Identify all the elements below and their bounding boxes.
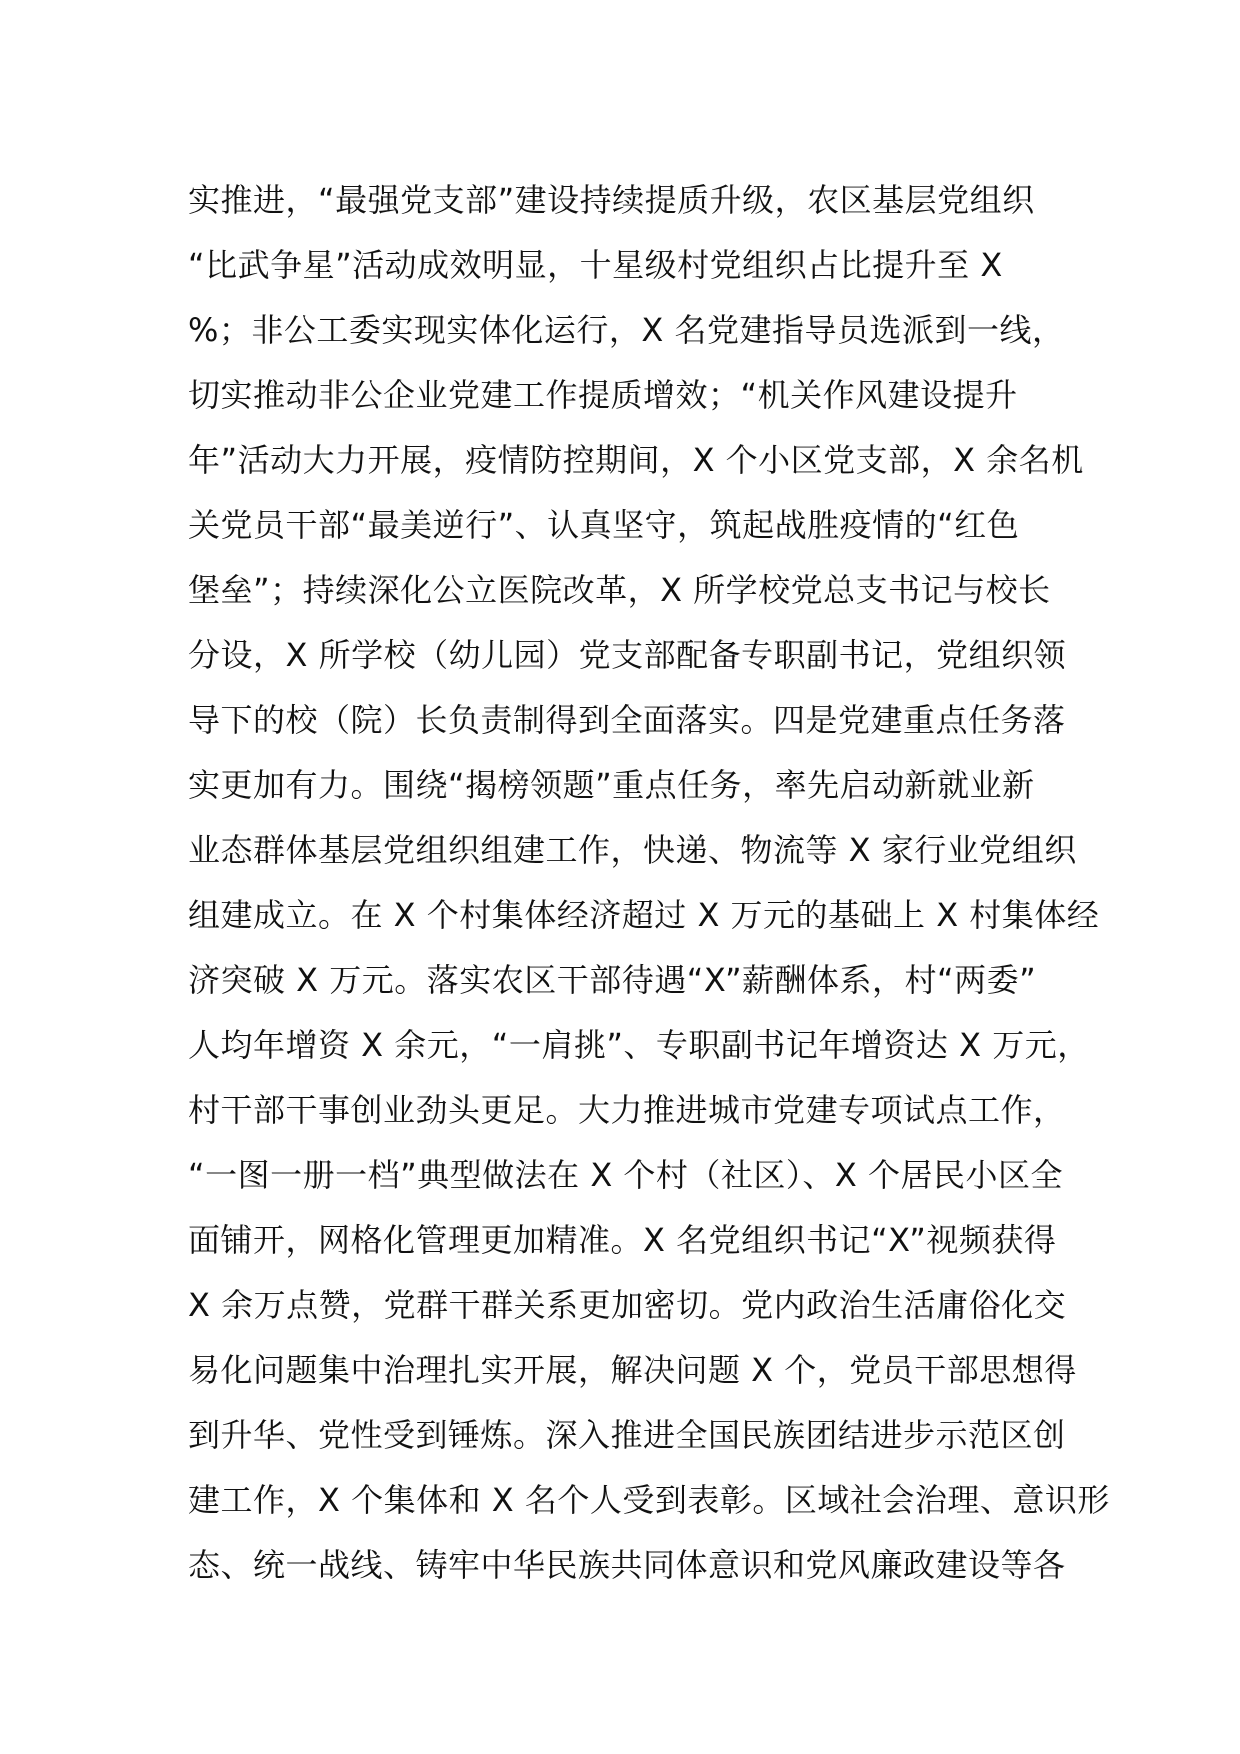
text-line: 关党员干部“最美逆行”、认真坚守，筑起战胜疫情的“红色 <box>188 506 1020 544</box>
text-line: 切实推动非公企业党建工作提质增效；“机关作风建设提升 <box>188 376 1018 414</box>
text-line: 面铺开，网格化管理更加精准。X 名党组织书记“X”视频获得 <box>188 1221 1057 1259</box>
text-line: 年”活动大力开展，疫情防控期间，X 个小区党支部，X 余名机 <box>188 441 1084 479</box>
body-text <box>188 168 1110 1598</box>
text-line: 堡垒”；持续深化公立医院改革，X 所学校党总支书记与校长 <box>188 571 1051 609</box>
text-line: “一图一册一档”典型做法在 X 个村（社区）、X 个居民小区全 <box>188 1156 1064 1194</box>
text-line: 态、统一战线、铸牢中华民族共同体意识和党风廉政建设等各 <box>188 1546 1066 1584</box>
text-line: 建工作，X 个集体和 X 名个人受到表彰。区域社会治理、意识形 <box>188 1481 1110 1519</box>
text-line: 组建成立。在 X 个村集体经济超过 X 万元的基础上 X 村集体经 <box>188 896 1100 934</box>
text-line: 实更加有力。围绕“揭榜领题”重点任务，率先启动新就业新 <box>188 766 1035 804</box>
text-line: 分设，X 所学校（幼儿园）党支部配备专职副书记，党组织领 <box>188 636 1067 674</box>
text-line: %；非公工委实现实体化运行，X 名党建指导员选派到一线， <box>188 311 1065 349</box>
text-line: X 余万点赞，党群干群关系更加密切。党内政治生活庸俗化交 <box>188 1286 1067 1324</box>
text-line: 实推进，“最强党支部”建设持续提质升级，农区基层党组织 <box>188 181 1035 219</box>
text-line: 到升华、党性受到锤炼。深入推进全国民族团结进步示范区创 <box>188 1416 1066 1454</box>
text-line: 济突破 X 万元。落实农区干部待遇“X”薪酬体系，村“两委” <box>188 961 1037 999</box>
text-line: “比武争星”活动成效明显，十星级村党组织占比提升至 X <box>188 246 1003 284</box>
text-line: 导下的校（院）长负责制得到全面落实。四是党建重点任务落 <box>188 701 1066 739</box>
text-line: 村干部干事创业劲头更足。大力推进城市党建专项试点工作， <box>188 1091 1066 1129</box>
text-line: 易化问题集中治理扎实开展，解决问题 X 个，党员干部思想得 <box>188 1351 1077 1389</box>
text-line: 人均年增资 X 余元，“一肩挑”、专职副书记年增资达 X 万元， <box>188 1026 1090 1064</box>
text-line: 业态群体基层党组织组建工作，快递、物流等 X 家行业党组织 <box>188 831 1077 869</box>
